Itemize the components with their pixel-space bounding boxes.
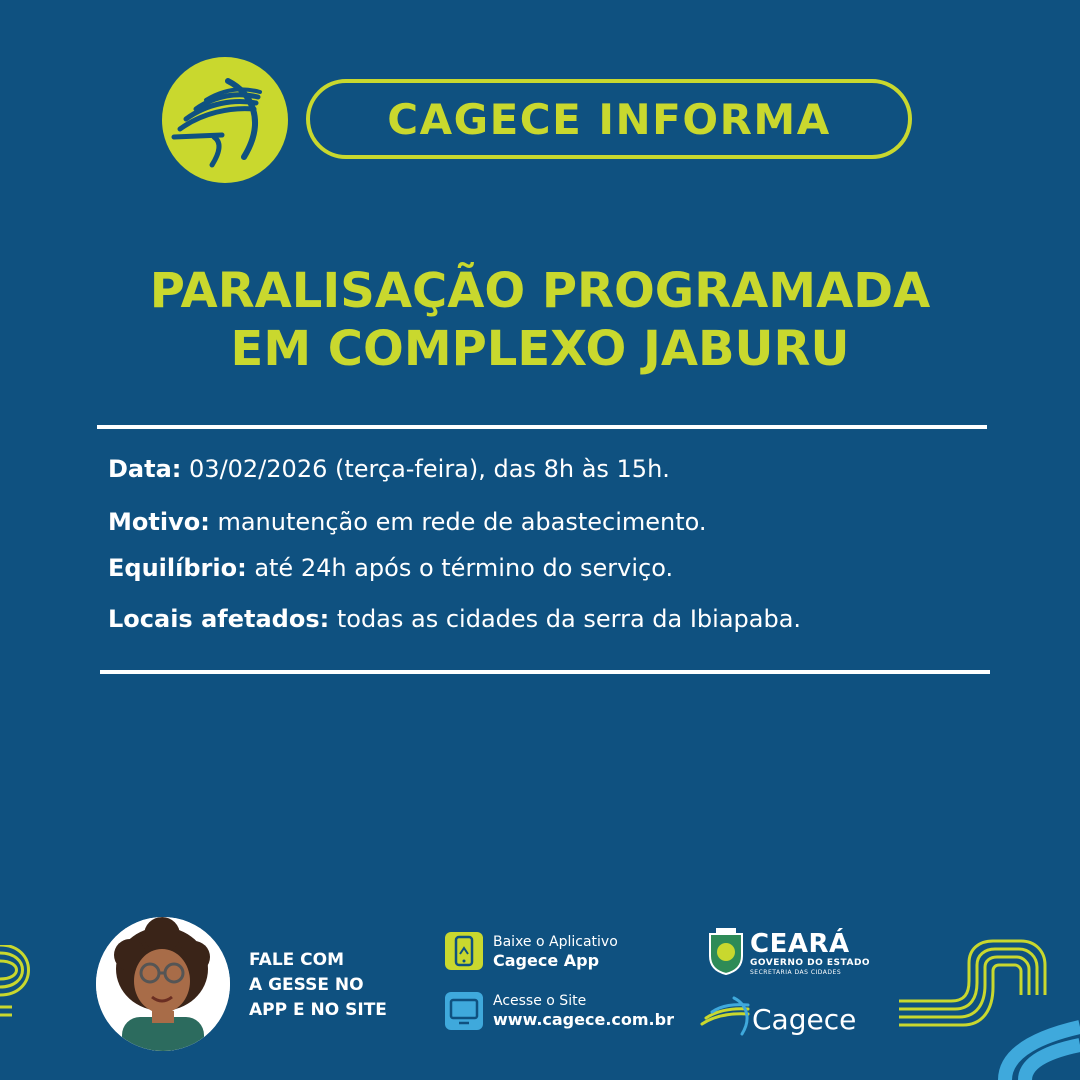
ceara-gov: GOVERNO DO ESTADO: [750, 958, 871, 968]
detail-label: Motivo:: [108, 508, 210, 536]
ceara-name: CEARÁ: [750, 929, 850, 959]
cagece-brand: Cagece: [752, 1003, 857, 1036]
ceara-secretaria: SECRETARIA DAS CIDADES: [750, 969, 842, 976]
detail-value: 03/02/2026 (terça-feira), das 8h às 15h.: [189, 455, 670, 483]
detail-value: manutenção em rede de abastecimento.: [217, 508, 707, 536]
app-name: Cagece App: [493, 951, 600, 970]
decorative-lines-left: [0, 945, 40, 1025]
fale-com-gesse: [249, 948, 387, 1023]
header-badge: [306, 79, 912, 159]
decorative-lines-right: [895, 935, 1080, 1080]
monitor-icon[interactable]: [445, 992, 483, 1030]
detail-label: Equilíbrio:: [108, 554, 247, 582]
page-title-line-1: PARALISAÇÃO PROGRAMADA: [149, 263, 931, 319]
page-title-line-2: EM COMPLEXO JABURU: [230, 321, 850, 377]
detail-value: todas as cidades da serra da Ibiapaba.: [336, 605, 802, 633]
detail-locations: [108, 605, 801, 633]
app-download-link[interactable]: [493, 933, 618, 971]
ceara-government-logo: [750, 930, 870, 977]
cagece-logo-icon: [162, 57, 288, 183]
divider-bottom: [100, 670, 990, 674]
website-link[interactable]: [493, 992, 674, 1030]
fale-line-2: A GESSE NO: [249, 975, 364, 995]
website-url: www.cagece.com.br: [493, 1010, 674, 1029]
detail-value: até 24h após o término do serviço.: [254, 554, 674, 582]
detail-reason: [108, 508, 707, 536]
ceara-seal-icon: [706, 926, 746, 976]
header-badge-text: CAGECE INFORMA: [387, 94, 831, 144]
detail-label: Data:: [108, 455, 182, 483]
detail-date: [108, 455, 670, 483]
detail-label: Locais afetados:: [108, 605, 330, 633]
phone-app-icon[interactable]: [445, 932, 483, 970]
fale-line-3: APP E NO SITE: [249, 1000, 387, 1020]
app-download-caption: Baixe o Aplicativo: [493, 934, 618, 950]
website-caption: Acesse o Site: [493, 993, 587, 1009]
page-title: [60, 262, 1020, 378]
detail-balance: [108, 554, 673, 582]
gesse-avatar[interactable]: [96, 917, 230, 1051]
fale-line-1: FALE COM: [249, 950, 345, 970]
divider-top: [97, 425, 987, 429]
